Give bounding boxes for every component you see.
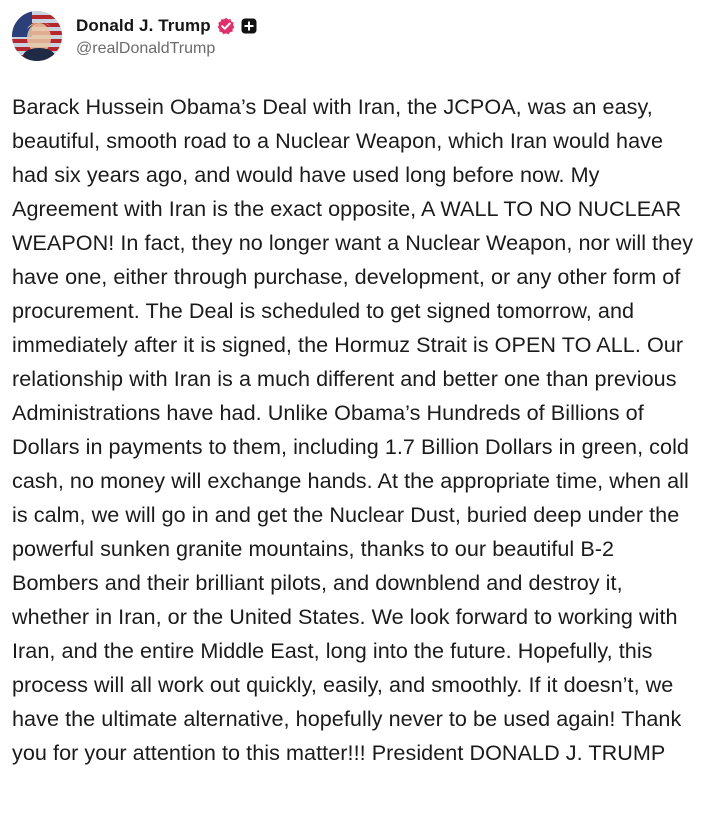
plus-square-icon: [241, 18, 257, 34]
avatar[interactable]: [12, 11, 62, 61]
post-body-text: Barack Hussein Obama’s Deal with Iran, the JCPOA, was an easy, beautiful, smooth road to a Nuclear Weapon, which Iran would have had six years ago, and would have used long before now. My Agreement with Iran is the exact opposite, A WALL TO NO NUCLEAR WEAPON! In fact, they no longer want a Nuclear Weapon, nor will they have one, either through purchase, development, or any other form of procurement. The Deal is scheduled to get signed tomorrow, and immediately after it is signed, the Hormuz Strait is OPEN TO ALL. Our relationship with Iran is a much different and better one than previous Administrations have had. Unlike Obama’s Hundreds of Billions of Dollars in payments to them, including 1.7 Billion Dollars in green, cold cash, no money will exchange hands. At the appropriate time, when all is calm, we will go in and get the Nuclear Dust, buried deep under the powerful sunken granite mountains, thanks to our beautiful B-2 Bombers and their brilliant pilots, and downblend and destroy it, whether in Iran, or the United States. We look forward to working with Iran, and the entire Middle East, long into the future. Hopefully, this process will all work out quickly, easily, and smoothly. If it doesn’t, we have the ultimate alternative, hopefully never to be used again! Thank you for your attention to this matter!!! President DONALD J. TRUMP: [12, 94, 694, 765]
user-handle[interactable]: @realDonaldTrump: [76, 40, 216, 57]
post-header: [12, 8, 257, 64]
author-names: [76, 14, 257, 58]
display-name[interactable]: Donald J. Trump: [76, 16, 211, 35]
verified-badge-icon: [217, 17, 235, 35]
profile-photo-flag-avatar-icon: [12, 11, 62, 61]
name-row: [76, 14, 257, 38]
